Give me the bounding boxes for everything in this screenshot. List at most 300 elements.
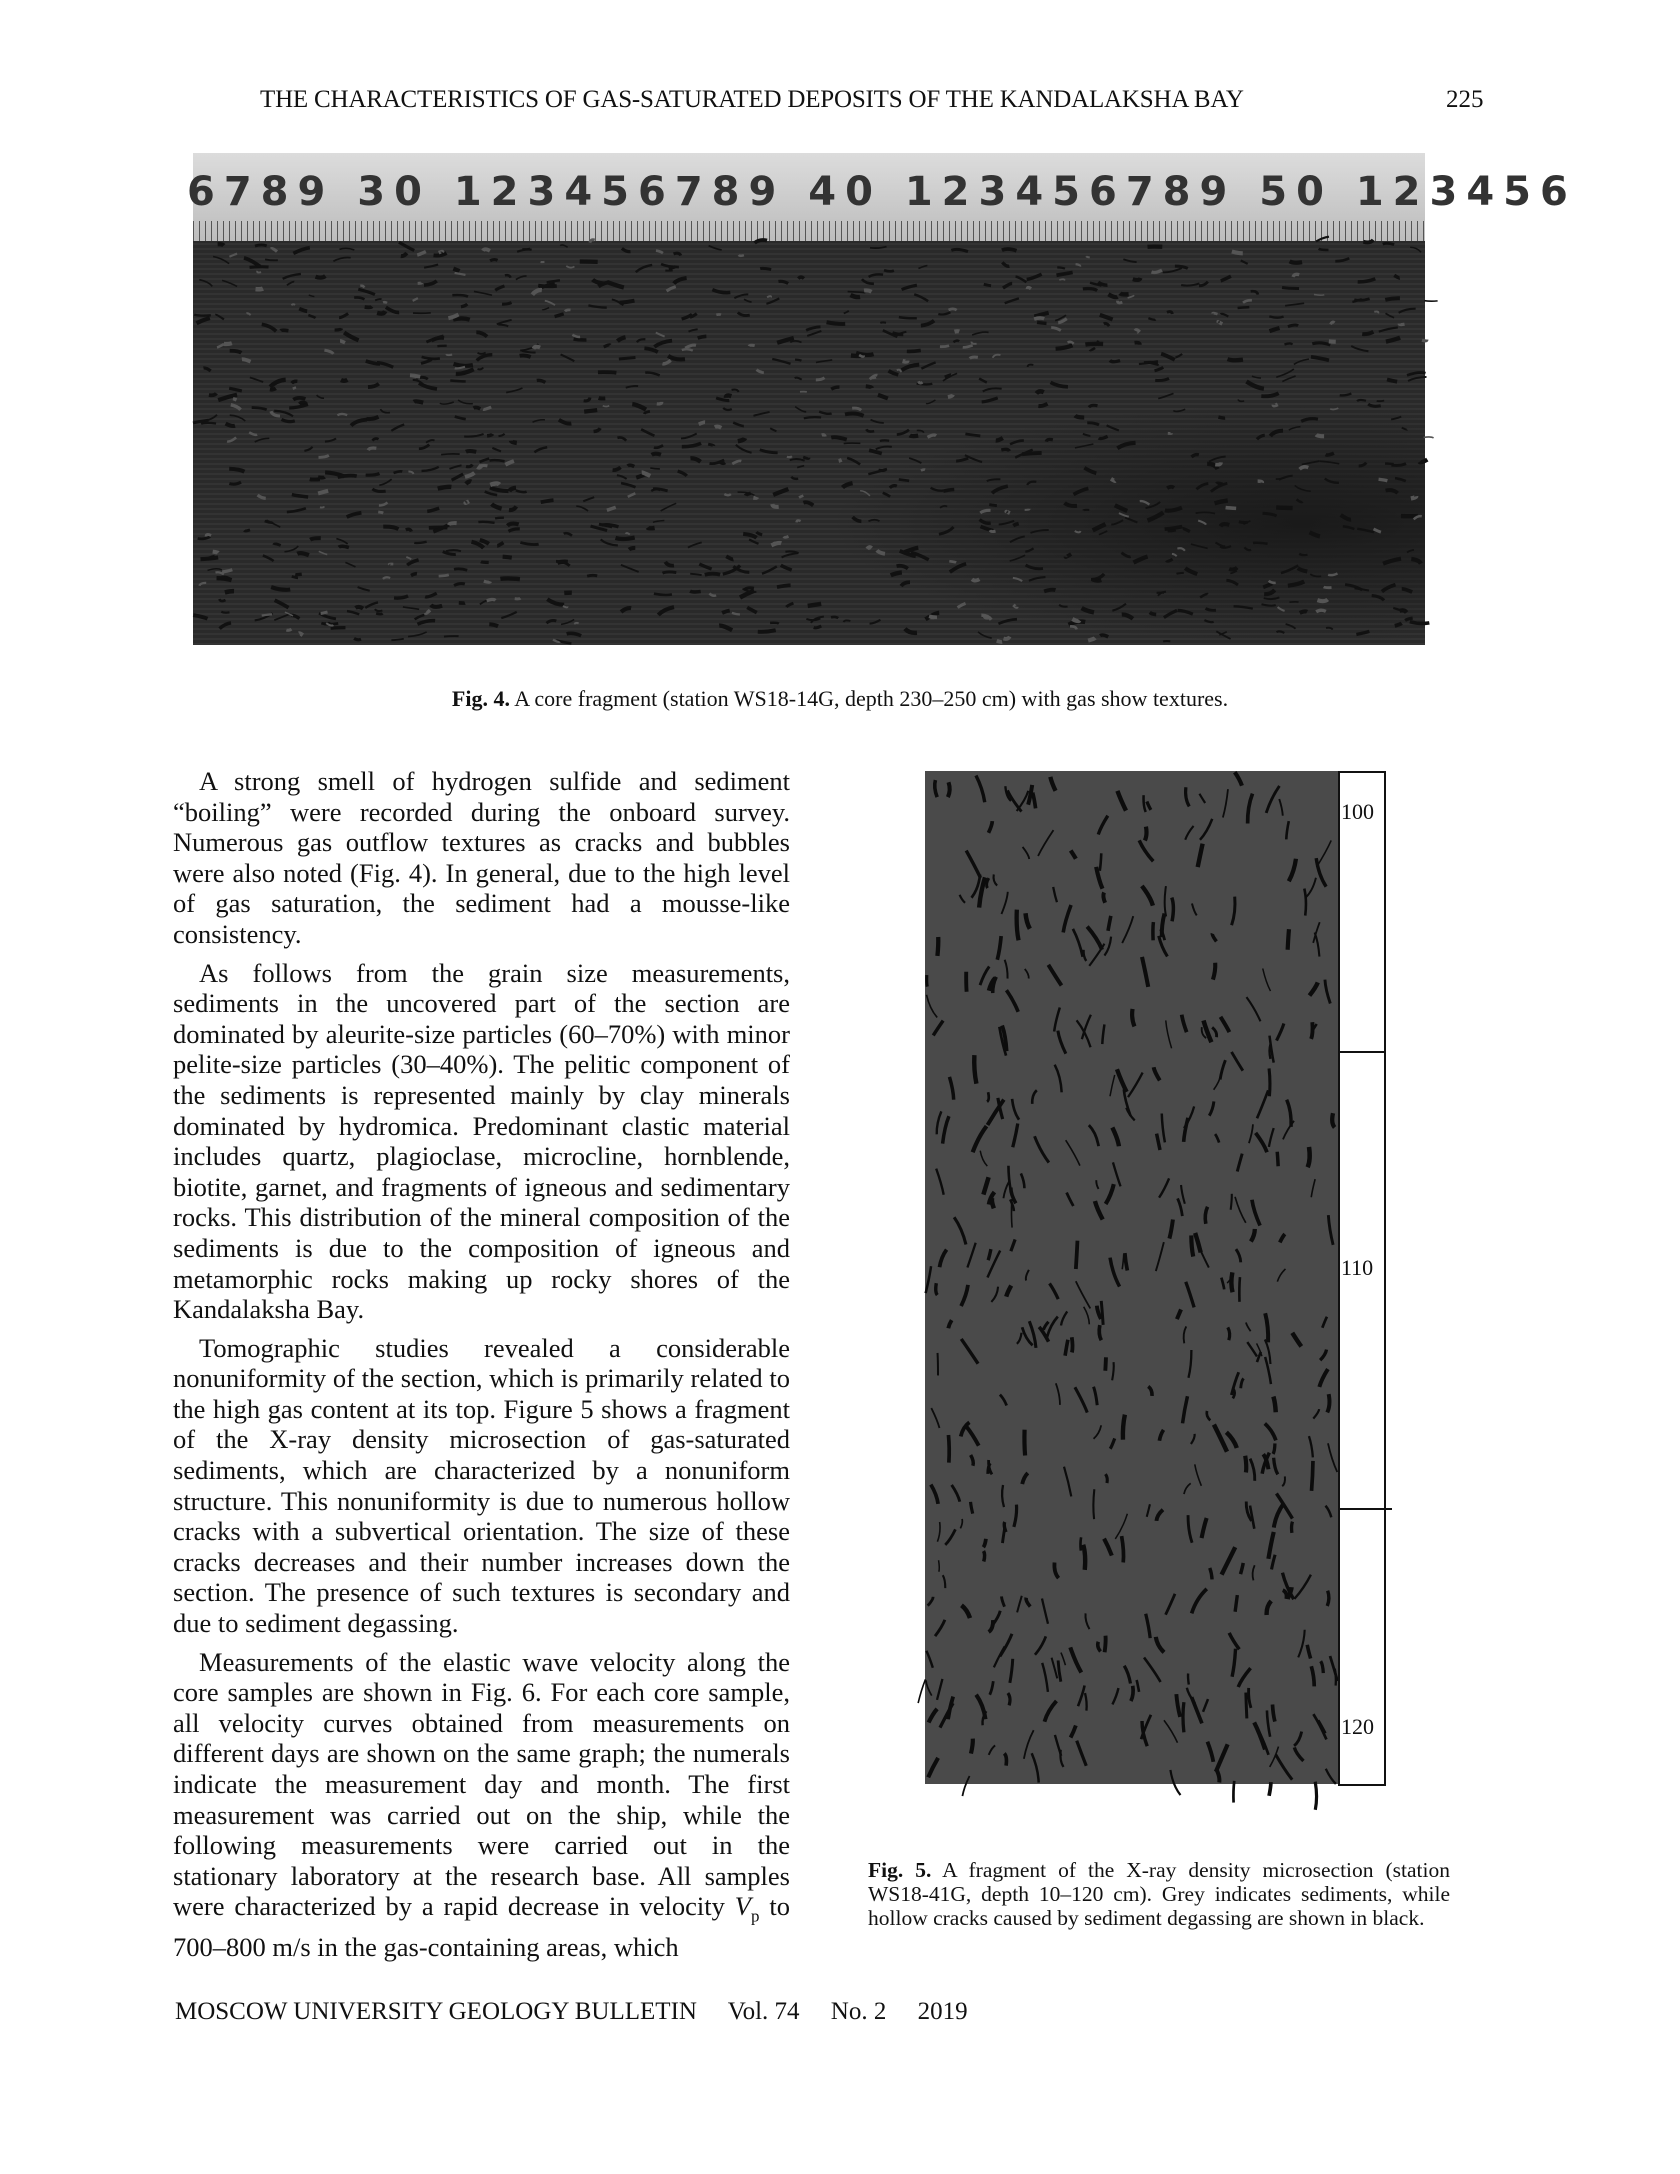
texture-mark bbox=[1008, 1693, 1010, 1705]
texture-mark bbox=[1122, 1536, 1124, 1562]
texture-mark bbox=[1000, 1395, 1007, 1406]
texture-mark bbox=[799, 496, 803, 498]
texture-mark bbox=[1085, 1613, 1089, 1629]
texture-mark bbox=[1142, 886, 1153, 906]
texture-mark bbox=[1083, 434, 1090, 436]
texture-mark bbox=[1191, 1434, 1195, 1444]
texture-mark bbox=[439, 575, 449, 576]
texture-mark bbox=[851, 295, 861, 297]
texture-mark bbox=[1222, 1547, 1236, 1574]
texture-mark bbox=[1410, 622, 1429, 624]
texture-mark bbox=[1278, 607, 1285, 611]
texture-mark bbox=[537, 380, 546, 382]
texture-mark bbox=[383, 527, 398, 530]
texture-mark bbox=[719, 462, 725, 464]
texture-mark bbox=[653, 521, 664, 523]
texture-mark bbox=[1034, 318, 1044, 319]
texture-mark bbox=[1269, 1128, 1274, 1147]
texture-mark bbox=[1191, 544, 1208, 548]
texture-mark bbox=[1076, 1241, 1078, 1269]
texture-mark bbox=[244, 530, 250, 531]
texture-mark bbox=[1086, 256, 1090, 257]
page-number: 225 bbox=[1446, 86, 1484, 113]
texture-mark bbox=[1289, 427, 1301, 431]
texture-mark bbox=[733, 566, 749, 572]
texture-mark bbox=[1184, 1483, 1191, 1494]
texture-mark bbox=[1028, 365, 1034, 367]
texture-mark bbox=[1265, 1424, 1276, 1441]
texture-mark bbox=[490, 488, 508, 491]
figure-5-caption bbox=[868, 1858, 1450, 1930]
texture-mark bbox=[1249, 1688, 1251, 1708]
texture-mark bbox=[1297, 499, 1303, 502]
texture-mark bbox=[1322, 1317, 1327, 1328]
texture-mark bbox=[466, 464, 472, 466]
texture-mark bbox=[604, 345, 611, 347]
texture-mark bbox=[1006, 512, 1009, 513]
texture-mark bbox=[1287, 1100, 1291, 1127]
texture-mark bbox=[498, 434, 504, 436]
texture-mark bbox=[1408, 377, 1426, 381]
texture-mark bbox=[738, 438, 745, 441]
texture-mark bbox=[574, 623, 578, 624]
texture-mark bbox=[648, 528, 655, 529]
texture-mark bbox=[1199, 282, 1208, 286]
texture-mark bbox=[1178, 1198, 1183, 1216]
texture-mark bbox=[939, 1560, 940, 1571]
texture-mark bbox=[520, 543, 538, 545]
texture-mark bbox=[1229, 1633, 1239, 1649]
texture-mark bbox=[1110, 360, 1120, 361]
texture-mark bbox=[1002, 1596, 1005, 1606]
texture-mark bbox=[1241, 1378, 1244, 1388]
texture-mark bbox=[324, 350, 333, 354]
texture-mark bbox=[921, 362, 935, 368]
texture-mark bbox=[1159, 1430, 1163, 1441]
texture-mark bbox=[1284, 343, 1292, 344]
texture-mark bbox=[1221, 1278, 1224, 1290]
texture-mark bbox=[1289, 859, 1296, 882]
texture-mark bbox=[929, 1709, 938, 1723]
texture-mark bbox=[492, 504, 502, 509]
texture-mark bbox=[767, 296, 771, 297]
texture-mark bbox=[1030, 530, 1048, 533]
texture-mark bbox=[807, 331, 821, 336]
texture-mark bbox=[766, 298, 779, 303]
texture-mark bbox=[257, 271, 261, 273]
texture-mark bbox=[990, 530, 996, 531]
texture-mark bbox=[505, 461, 514, 465]
texture-mark bbox=[705, 574, 720, 575]
texture-mark bbox=[247, 313, 251, 315]
texture-mark bbox=[956, 458, 968, 461]
texture-mark bbox=[806, 618, 820, 620]
texture-mark bbox=[293, 387, 296, 388]
texture-mark bbox=[1034, 313, 1048, 317]
depth-scale bbox=[1338, 771, 1386, 1786]
texture-mark bbox=[1411, 559, 1421, 564]
texture-mark bbox=[564, 533, 572, 535]
texture-mark bbox=[1170, 1770, 1180, 1795]
texture-mark bbox=[547, 599, 564, 604]
texture-mark bbox=[489, 460, 504, 461]
texture-mark bbox=[1319, 249, 1329, 250]
texture-mark bbox=[1273, 1443, 1275, 1454]
texture-mark bbox=[591, 526, 608, 530]
texture-mark bbox=[541, 500, 554, 502]
texture-mark bbox=[1385, 298, 1400, 300]
texture-mark bbox=[1070, 626, 1077, 629]
texture-mark bbox=[419, 445, 429, 449]
texture-mark bbox=[291, 304, 295, 305]
texture-mark bbox=[292, 576, 298, 577]
texture-mark bbox=[1104, 937, 1111, 956]
texture-mark bbox=[599, 398, 606, 399]
texture-mark bbox=[425, 610, 430, 613]
texture-mark bbox=[1051, 328, 1061, 331]
texture-mark bbox=[980, 519, 991, 523]
texture-mark bbox=[1144, 1658, 1161, 1682]
texture-mark bbox=[1294, 359, 1309, 364]
texture-mark bbox=[1316, 858, 1326, 887]
texture-mark bbox=[650, 468, 660, 469]
texture-mark bbox=[401, 253, 407, 256]
texture-mark bbox=[574, 339, 587, 340]
texture-mark bbox=[948, 782, 950, 797]
texture-mark bbox=[992, 1198, 994, 1209]
texture-mark bbox=[1191, 1235, 1193, 1256]
texture-mark bbox=[1013, 605, 1016, 607]
texture-mark bbox=[1300, 611, 1307, 613]
texture-mark bbox=[255, 245, 267, 246]
texture-mark bbox=[657, 402, 662, 404]
texture-mark bbox=[478, 352, 486, 353]
texture-mark bbox=[972, 579, 979, 580]
texture-mark bbox=[658, 607, 674, 615]
texture-mark bbox=[998, 619, 1017, 623]
texture-mark bbox=[490, 484, 499, 485]
texture-mark bbox=[1374, 529, 1381, 532]
texture-mark bbox=[784, 536, 789, 537]
texture-mark bbox=[1173, 409, 1185, 411]
texture-mark bbox=[1111, 479, 1115, 481]
texture-mark bbox=[284, 546, 298, 552]
texture-mark bbox=[979, 378, 987, 382]
texture-mark bbox=[1058, 1031, 1066, 1054]
texture-mark bbox=[984, 1551, 985, 1561]
texture-mark bbox=[1277, 1269, 1285, 1282]
texture-mark bbox=[417, 621, 435, 625]
texture-mark bbox=[1167, 487, 1174, 488]
texture-mark bbox=[1003, 637, 1009, 639]
texture-mark bbox=[1205, 1207, 1207, 1224]
texture-mark bbox=[1133, 278, 1141, 280]
texture-mark bbox=[1100, 853, 1102, 870]
texture-mark bbox=[1139, 840, 1153, 861]
texture-mark bbox=[1181, 283, 1199, 285]
texture-mark bbox=[1157, 1134, 1160, 1150]
texture-mark bbox=[559, 420, 571, 424]
texture-mark bbox=[644, 348, 657, 352]
texture-mark bbox=[1076, 264, 1081, 266]
texture-mark bbox=[877, 550, 885, 554]
texture-mark bbox=[994, 1646, 1005, 1667]
texture-mark bbox=[335, 328, 342, 330]
texture-mark bbox=[1254, 1722, 1265, 1749]
texture-mark bbox=[418, 283, 422, 284]
texture-mark bbox=[319, 551, 327, 554]
texture-mark bbox=[869, 450, 882, 453]
texture-mark bbox=[1027, 274, 1042, 279]
texture-mark bbox=[937, 1522, 940, 1542]
texture-mark bbox=[1313, 1409, 1319, 1419]
texture-mark bbox=[450, 380, 465, 381]
texture-mark bbox=[419, 383, 437, 389]
texture-mark bbox=[394, 596, 408, 598]
texture-mark bbox=[265, 259, 278, 260]
texture-mark bbox=[1228, 359, 1243, 360]
texture-mark bbox=[230, 351, 242, 353]
texture-mark bbox=[310, 538, 321, 540]
texture-mark bbox=[1248, 794, 1253, 824]
texture-mark bbox=[1213, 963, 1215, 980]
texture-mark bbox=[1098, 816, 1108, 835]
texture-mark bbox=[1035, 1636, 1046, 1654]
texture-mark bbox=[454, 569, 467, 570]
texture-mark bbox=[1214, 1075, 1221, 1090]
texture-mark bbox=[876, 447, 892, 450]
texture-mark bbox=[1044, 590, 1055, 592]
texture-mark bbox=[758, 630, 776, 632]
texture-mark bbox=[1038, 830, 1053, 856]
texture-mark bbox=[1155, 378, 1169, 380]
texture-mark bbox=[339, 314, 348, 318]
texture-mark bbox=[318, 455, 328, 457]
texture-mark bbox=[1228, 1327, 1230, 1340]
texture-mark bbox=[960, 1519, 962, 1528]
texture-mark bbox=[621, 608, 631, 612]
texture-mark bbox=[1326, 1769, 1336, 1784]
texture-mark bbox=[354, 297, 364, 299]
texture-mark bbox=[897, 370, 901, 373]
texture-mark bbox=[1196, 483, 1208, 489]
texture-mark bbox=[453, 318, 470, 319]
texture-mark bbox=[403, 607, 419, 609]
texture-mark bbox=[1319, 1369, 1328, 1387]
texture-mark bbox=[1317, 599, 1327, 601]
texture-mark bbox=[988, 1249, 991, 1260]
texture-mark bbox=[1046, 439, 1053, 441]
texture-mark bbox=[1148, 512, 1164, 520]
texture-mark bbox=[803, 502, 813, 505]
texture-mark bbox=[1059, 605, 1067, 607]
texture-mark bbox=[413, 298, 418, 301]
texture-mark bbox=[587, 575, 597, 576]
texture-mark bbox=[816, 378, 825, 380]
texture-mark bbox=[698, 336, 707, 338]
texture-mark bbox=[1093, 524, 1106, 530]
texture-mark bbox=[641, 429, 654, 435]
texture-mark bbox=[1182, 1015, 1187, 1033]
texture-mark bbox=[994, 874, 998, 885]
texture-mark bbox=[621, 565, 639, 572]
gas-texture-marks bbox=[193, 241, 1425, 645]
texture-mark bbox=[1399, 324, 1404, 325]
texture-mark bbox=[972, 332, 988, 335]
texture-mark bbox=[926, 1680, 932, 1695]
texture-mark bbox=[989, 505, 997, 506]
texture-mark bbox=[1326, 1506, 1332, 1518]
texture-mark bbox=[1327, 1394, 1329, 1412]
texture-mark bbox=[1229, 568, 1237, 570]
texture-mark bbox=[945, 1529, 955, 1544]
texture-mark bbox=[1374, 311, 1378, 313]
texture-mark bbox=[320, 506, 324, 507]
texture-mark bbox=[927, 975, 928, 987]
texture-mark bbox=[980, 510, 990, 513]
texture-mark bbox=[937, 937, 938, 956]
texture-mark bbox=[225, 591, 234, 592]
texture-mark bbox=[1188, 1515, 1192, 1543]
texture-mark bbox=[379, 479, 391, 485]
texture-mark bbox=[1311, 357, 1329, 360]
texture-mark bbox=[1188, 1673, 1189, 1684]
texture-mark bbox=[1236, 1249, 1241, 1262]
texture-mark bbox=[417, 252, 426, 255]
texture-mark bbox=[377, 311, 385, 313]
texture-mark bbox=[383, 302, 387, 303]
texture-mark bbox=[1292, 1522, 1293, 1533]
texture-mark bbox=[505, 275, 511, 278]
texture-mark bbox=[917, 430, 924, 432]
texture-mark bbox=[1298, 568, 1307, 571]
texture-mark bbox=[1151, 270, 1162, 272]
texture-mark bbox=[795, 360, 801, 361]
texture-mark bbox=[365, 602, 378, 608]
texture-mark bbox=[1354, 299, 1369, 300]
texture-mark bbox=[1051, 382, 1068, 386]
texture-mark bbox=[1216, 1744, 1228, 1771]
texture-mark bbox=[427, 508, 439, 511]
texture-mark bbox=[1052, 1658, 1058, 1679]
texture-mark bbox=[856, 353, 873, 355]
texture-mark bbox=[984, 284, 991, 285]
texture-mark bbox=[1060, 1750, 1063, 1767]
velocity-subscript: p bbox=[750, 1906, 760, 1926]
texture-mark bbox=[366, 474, 380, 476]
texture-mark bbox=[708, 444, 714, 446]
texture-mark bbox=[1005, 298, 1019, 303]
texture-mark bbox=[464, 434, 483, 437]
texture-mark bbox=[1246, 997, 1260, 1021]
texture-mark bbox=[899, 479, 909, 480]
texture-mark bbox=[699, 422, 705, 424]
texture-mark bbox=[726, 395, 731, 397]
texture-mark bbox=[368, 448, 376, 450]
texture-mark bbox=[411, 574, 417, 576]
texture-mark bbox=[242, 359, 251, 361]
texture-mark bbox=[1215, 462, 1221, 464]
texture-mark bbox=[1226, 508, 1237, 509]
texture-mark bbox=[1269, 1782, 1271, 1796]
texture-mark bbox=[753, 412, 769, 416]
texture-mark bbox=[667, 287, 676, 291]
texture-mark bbox=[1207, 1742, 1213, 1762]
texture-mark bbox=[743, 534, 756, 538]
texture-mark bbox=[594, 428, 601, 431]
texture-mark bbox=[831, 387, 839, 389]
texture-mark bbox=[905, 629, 917, 633]
texture-mark bbox=[1106, 1184, 1114, 1204]
texture-mark bbox=[1002, 249, 1017, 251]
texture-mark bbox=[1070, 1647, 1081, 1672]
texture-mark bbox=[1146, 1614, 1150, 1638]
texture-mark bbox=[787, 456, 792, 457]
texture-mark bbox=[921, 470, 925, 471]
texture-mark bbox=[1121, 553, 1130, 557]
texture-mark bbox=[466, 451, 476, 452]
texture-mark bbox=[222, 570, 232, 572]
texture-mark bbox=[937, 1679, 942, 1700]
texture-mark bbox=[455, 417, 466, 420]
scale-label-110: 110 bbox=[1341, 1255, 1374, 1280]
texture-mark bbox=[1147, 801, 1151, 809]
texture-mark bbox=[1008, 1166, 1011, 1192]
texture-mark bbox=[584, 410, 597, 412]
texture-mark bbox=[283, 274, 301, 279]
texture-mark bbox=[1241, 261, 1248, 264]
texture-mark bbox=[229, 388, 242, 391]
texture-mark bbox=[1218, 417, 1225, 418]
texture-mark bbox=[453, 269, 459, 272]
texture-mark bbox=[1177, 1309, 1181, 1319]
texture-mark bbox=[1083, 510, 1089, 511]
texture-mark bbox=[940, 1250, 947, 1268]
texture-mark bbox=[637, 339, 645, 342]
texture-mark bbox=[786, 603, 793, 607]
texture-mark bbox=[844, 311, 849, 314]
issue-number: No. 2 bbox=[830, 1998, 887, 2025]
texture-mark bbox=[1156, 1242, 1164, 1271]
texture-mark bbox=[226, 424, 235, 426]
texture-mark bbox=[1156, 1637, 1164, 1652]
texture-mark bbox=[1325, 980, 1330, 1004]
texture-mark bbox=[443, 552, 456, 555]
texture-mark bbox=[1022, 453, 1042, 454]
texture-mark bbox=[1100, 315, 1113, 320]
texture-mark bbox=[372, 489, 385, 492]
texture-mark bbox=[1263, 584, 1272, 588]
texture-mark bbox=[439, 252, 443, 253]
texture-mark bbox=[1054, 1008, 1060, 1032]
texture-mark bbox=[1032, 1090, 1037, 1104]
texture-mark bbox=[1269, 581, 1276, 583]
texture-mark bbox=[1026, 1598, 1030, 1607]
texture-mark bbox=[1257, 435, 1265, 439]
texture-mark bbox=[480, 459, 490, 462]
texture-mark bbox=[1017, 1596, 1022, 1613]
texture-mark bbox=[1377, 401, 1385, 402]
texture-mark bbox=[1274, 1458, 1278, 1475]
figure-4-caption bbox=[0, 686, 1680, 712]
texture-mark bbox=[607, 507, 616, 510]
texture-mark bbox=[749, 345, 755, 346]
texture-mark bbox=[1166, 1020, 1172, 1048]
texture-mark bbox=[1123, 1415, 1125, 1440]
texture-mark bbox=[1276, 1754, 1293, 1779]
texture-mark bbox=[1251, 291, 1258, 294]
texture-mark bbox=[1089, 944, 1104, 966]
